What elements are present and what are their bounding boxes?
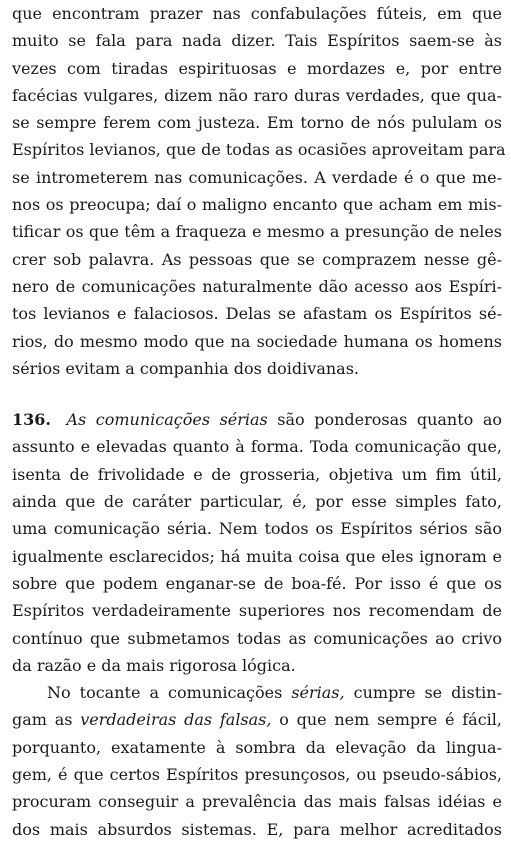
paragraph-verdadeiras-falsas [12,679,502,843]
text-line: ainda que de caráter particular, é, por esse simples fato, [12,492,502,512]
text-fragment: No tocante a comunicações [47,683,283,703]
text-line: nos os preocupa; daí o maligno encanto que acham em mis- [12,195,502,215]
text-line: tos levianos e falaciosos. Delas se afastam os Espíritos sé- [12,304,502,324]
text-line: porquanto, exatamente à sombra da elevação da lingua- [12,737,502,757]
section-first-line [12,406,502,433]
text-fragment: gam as [12,710,73,730]
text-fragment: cumpre se distin- [353,683,502,703]
text-line: nero de comunicações naturalmente dão acesso aos Espíri- [12,276,502,296]
text-line: facécias vulgares, dizem não raro duras verdades, que qua- [12,85,502,105]
text-line: contínuo que submetamos todas as comunicações ao crivo [12,628,502,648]
text-line: isenta de frivolidade e de grosseria, objetiva um fim útil, [12,464,502,484]
text-line: uma comunicação séria. Nem todos os Espíritos sérios são [12,519,502,539]
text-line: muito se fala para nada dizer. Tais Espíritos saem-se às [12,31,502,51]
paragraph-136 [12,406,502,679]
text-line [12,679,502,706]
text-line: vezes com tiradas espirituosas e mordazes e, por entre [12,58,502,78]
text-fragment: são ponderosas quanto ao [277,410,502,430]
text-line: assunto e elevadas quanto à forma. Toda comunicação que, [12,437,502,457]
section-number: 136. [12,410,51,430]
text-line: se sempre ferem com justeza. Em torno de nós pululam os [12,113,502,133]
text-line: igualmente esclarecidos; há muita coisa que eles ignoram e [12,546,502,566]
document-page [12,0,506,843]
text-line: tificar os que têm a fraqueza e mesmo a presunção de neles [12,222,502,242]
italic-fragment: sérias, [291,683,345,703]
text-line: gem, é que certos Espíritos presunçosos, ou pseudo-sábios, [12,765,502,785]
text-line: Espíritos levianos, que de todas as ocasiões aproveitam para [12,140,506,160]
text-line: dos mais absurdos sistemas. E, para melhor acreditados [12,819,502,839]
text-line: sobre que podem enganar-se de boa-fé. Por isso é que os [12,573,502,593]
text-line [12,706,502,733]
text-line: sérios evitam a companhia dos doidivanas. [12,358,359,378]
paragraph-gap [12,382,502,406]
text-line: crer sob palavra. As pessoas que se comprazem nesse gê- [12,249,502,269]
paragraph-levianos [12,0,506,382]
italic-fragment: verdadeiras das falsas, [80,710,272,730]
text-line: procuram conseguir a prevalência das mais falsas idéias e [12,792,502,812]
text-fragment: o que nem sempre é fácil, [279,710,502,730]
text-line: rios, do mesmo modo que na sociedade humana os homens [12,331,502,351]
text-line: da razão e da mais rigorosa lógica. [12,655,296,675]
section-title: As comunicações sérias [66,410,268,430]
text-line: que encontram prazer nas confabulações fúteis, em que [12,4,502,23]
text-line: Espíritos verdadeiramente superiores nos recomendam de [12,601,502,621]
text-line: se intrometerem nas comunicações. A verdade é o que me- [12,167,502,187]
